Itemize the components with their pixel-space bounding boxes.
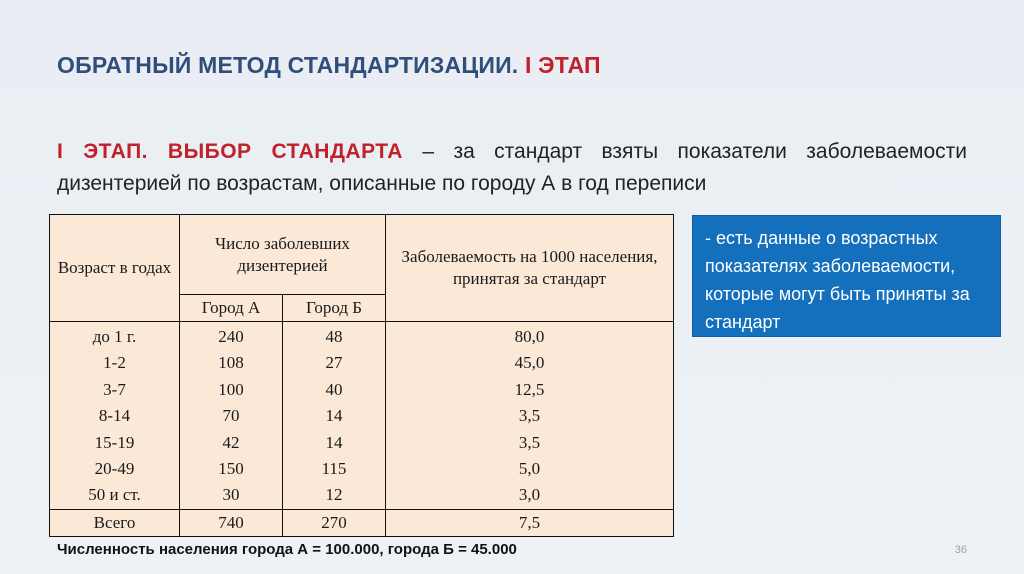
total-label: Всего: [50, 509, 180, 536]
city-b-cell: 27: [325, 353, 343, 373]
header-row-1: [50, 215, 674, 295]
total-rate: 7,5: [386, 509, 674, 536]
header-city-b: Город Б: [283, 295, 386, 322]
intro-highlight: I ЭТАП. ВЫБОР СТАНДАРТА: [57, 140, 403, 163]
rate-cell: 12,5: [514, 379, 545, 399]
header-rate: Заболеваемость на 1000 населения, принятая за стандарт: [386, 215, 674, 322]
city-a-cell: 30: [222, 485, 240, 505]
age-cell: до 1 г.: [92, 327, 137, 346]
header-age: Возраст в годах: [50, 215, 180, 322]
intro-text: – за стандарт взяты показатели заболеваемости дизентерией по возрастам, описанные по городу А в год переписи: [57, 140, 967, 195]
city-b-column: [283, 322, 386, 510]
rate-cell: 5,0: [518, 459, 541, 479]
age-column: [50, 322, 180, 510]
rate-cell: 3,0: [518, 485, 541, 505]
city-b-cell: 12: [325, 485, 343, 505]
age-cell: 50 и ст.: [88, 485, 141, 505]
header-cases: Число заболевших дизентерией: [180, 215, 386, 295]
slide-title-stage: I ЭТАП: [524, 52, 601, 78]
standard-note-text: - есть данные о возрастных показателях заболеваемости, которые могут быть приняты за стандарт: [705, 228, 970, 332]
city-b-cell: 48: [325, 327, 343, 346]
total-city-b: 270: [283, 509, 386, 536]
table-body-row: [50, 322, 674, 510]
slide-title: [57, 52, 601, 79]
city-a-cell: 240: [218, 327, 244, 346]
standard-table: [49, 214, 674, 537]
total-row: [50, 509, 674, 536]
city-a-cell: 108: [218, 353, 244, 373]
city-b-cell: 40: [325, 379, 343, 399]
page-number: 36: [954, 544, 967, 556]
intro-paragraph: [57, 136, 967, 200]
header-city-a: Город А: [180, 295, 283, 322]
age-cell: 3-7: [103, 379, 126, 399]
total-city-a: 740: [180, 509, 283, 536]
age-cell: 1-2: [103, 353, 126, 373]
city-a-cell: 42: [222, 432, 240, 452]
population-note: Численность населения города А = 100.000, города Б = 45.000: [57, 541, 517, 558]
city-a-cell: 100: [218, 379, 244, 399]
rate-cell: 3,5: [518, 406, 541, 426]
slide-title-main: ОБРАТНЫЙ МЕТОД СТАНДАРТИЗАЦИИ.: [57, 52, 519, 78]
age-cell: 20-49: [94, 459, 135, 479]
age-cell: 15-19: [94, 432, 135, 452]
city-b-cell: 115: [321, 459, 347, 479]
standard-note-box: [692, 215, 1001, 337]
city-a-column: [180, 322, 283, 510]
city-a-cell: 150: [218, 459, 244, 479]
rate-cell: 3,5: [518, 432, 541, 452]
rate-cell: 45,0: [514, 353, 545, 373]
rate-cell: 80,0: [514, 327, 545, 346]
city-b-cell: 14: [325, 432, 343, 452]
age-cell: 8-14: [98, 406, 131, 426]
rate-column: [386, 322, 674, 510]
city-a-cell: 70: [222, 406, 240, 426]
city-b-cell: 14: [325, 406, 343, 426]
